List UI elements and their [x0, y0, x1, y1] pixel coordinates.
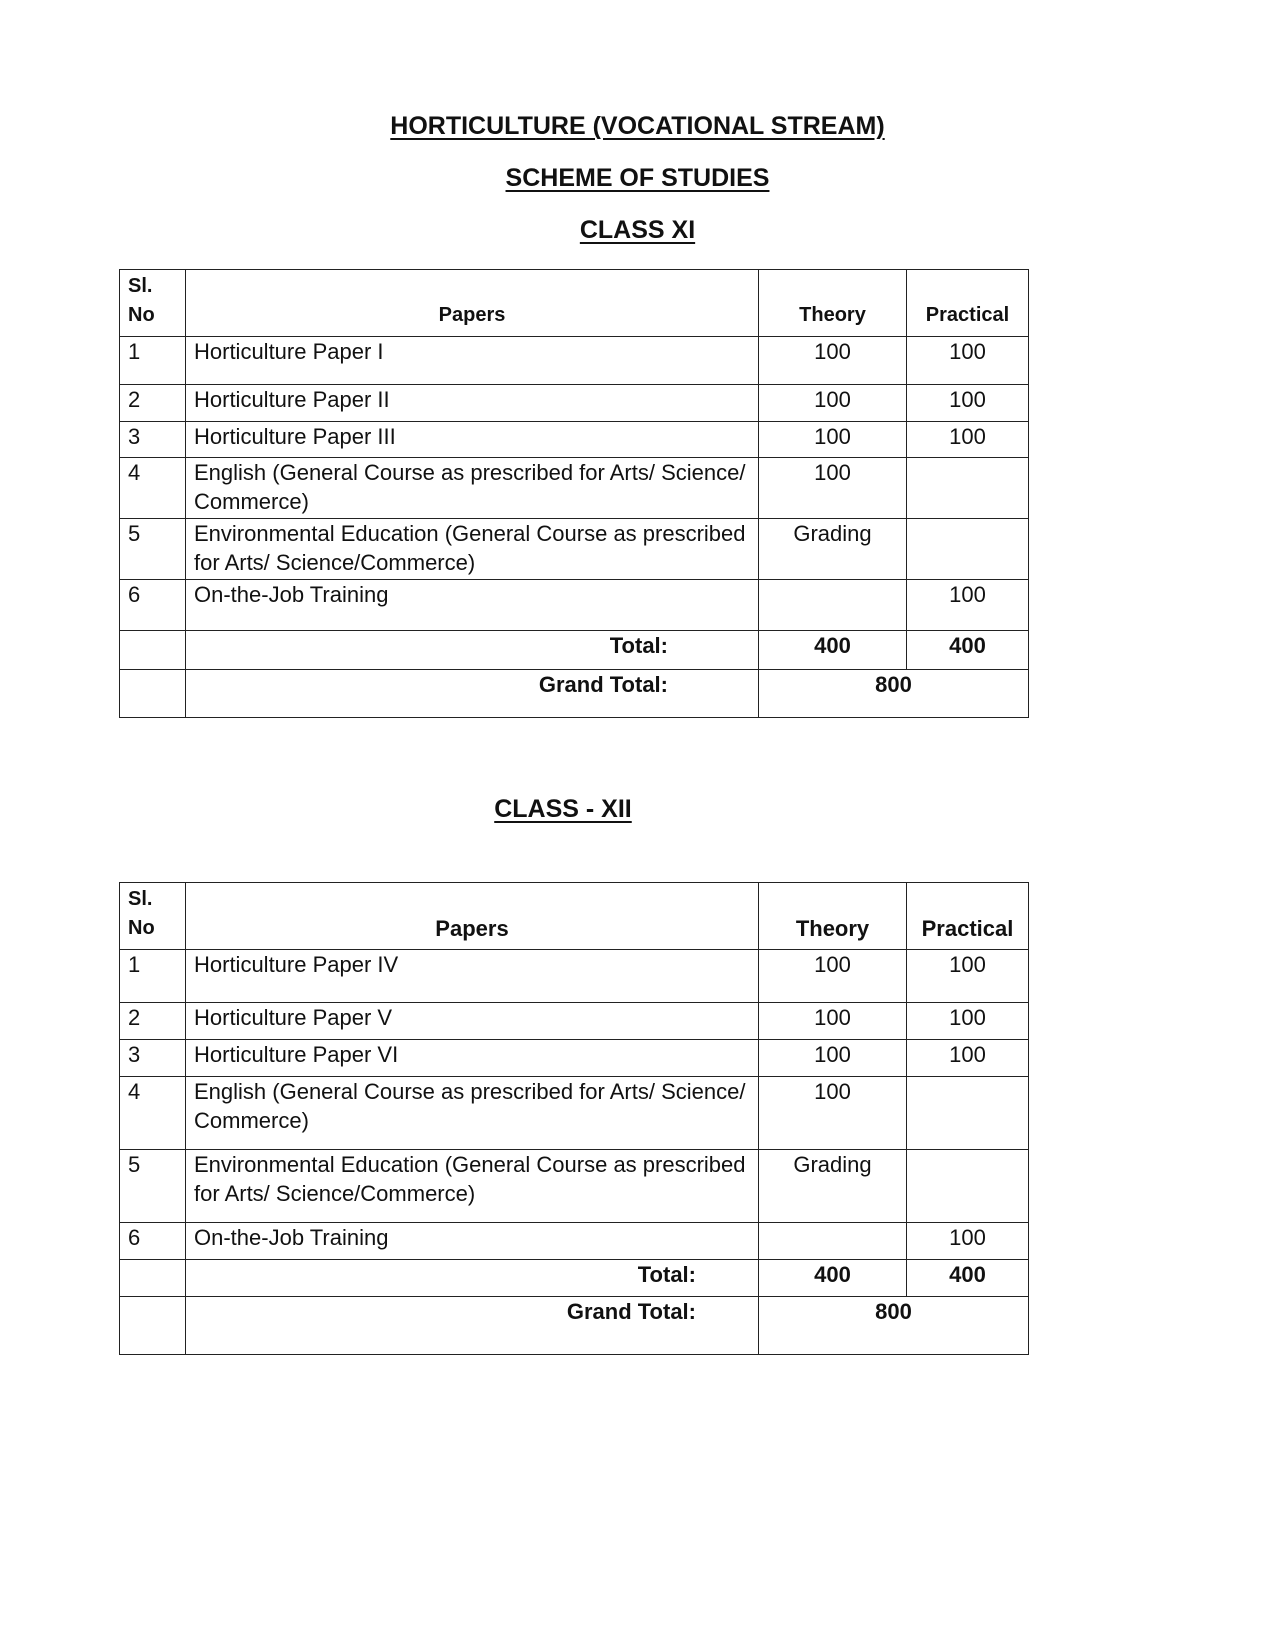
row-theory	[759, 1223, 907, 1260]
total-practical: 400	[907, 1260, 1029, 1297]
row-no: 1	[120, 337, 186, 385]
row-paper: On-the-Job Training	[186, 1223, 759, 1260]
row-no: 4	[120, 458, 186, 519]
practical-header: Practical	[907, 270, 1029, 337]
theory-header: Theory	[759, 270, 907, 337]
class-xi-heading: CLASS XI	[579, 216, 696, 244]
total-row	[120, 631, 1029, 670]
grand-total-row	[120, 670, 1029, 718]
row-no: 2	[120, 385, 186, 422]
theory-header: Theory	[759, 883, 907, 950]
row-practical: 100	[907, 337, 1029, 385]
table-header-row	[120, 270, 1029, 337]
row-paper: Horticulture Paper IV	[186, 950, 759, 1003]
table-row	[120, 580, 1029, 631]
row-no: 6	[120, 580, 186, 631]
row-practical: 100	[907, 385, 1029, 422]
table-row	[120, 458, 1029, 519]
grand-total-label: Grand Total:	[186, 670, 759, 718]
row-practical: 100	[907, 1003, 1029, 1040]
total-label: Total:	[186, 1260, 759, 1297]
slno-header-line1: Sl.	[128, 888, 153, 910]
row-theory: 100	[759, 385, 907, 422]
row-no: 3	[120, 1040, 186, 1077]
table-row	[120, 1223, 1029, 1260]
row-practical	[907, 519, 1029, 580]
grand-total-empty-cell	[120, 1297, 186, 1355]
class-xii-heading: CLASS - XII	[494, 795, 632, 823]
document-title: HORTICULTURE (VOCATIONAL STREAM)	[390, 112, 885, 140]
papers-header: Papers	[186, 270, 759, 337]
row-paper: English (General Course as prescribed for Arts/ Science/ Commerce)	[186, 1077, 759, 1150]
row-practical: 100	[907, 1040, 1029, 1077]
row-paper: Environmental Education (General Course as prescribed for Arts/ Science/Commerce)	[186, 519, 759, 580]
row-practical	[907, 458, 1029, 519]
table-row	[120, 422, 1029, 458]
table-row	[120, 337, 1029, 385]
slno-header-line2: No	[128, 917, 155, 939]
grand-total-value: 800	[759, 670, 1029, 718]
row-no: 5	[120, 519, 186, 580]
row-paper: Horticulture Paper II	[186, 385, 759, 422]
total-empty-cell	[120, 631, 186, 670]
row-paper: Environmental Education (General Course as prescribed for Arts/ Science/Commerce)	[186, 1150, 759, 1223]
row-paper: Horticulture Paper V	[186, 1003, 759, 1040]
row-theory: Grading	[759, 519, 907, 580]
row-no: 4	[120, 1077, 186, 1150]
table-header-row	[120, 883, 1029, 950]
class-xi-table	[119, 269, 1029, 718]
row-paper: Horticulture Paper I	[186, 337, 759, 385]
table-row	[120, 1077, 1029, 1150]
row-practical: 100	[907, 1223, 1029, 1260]
row-theory: 100	[759, 950, 907, 1003]
table-row	[120, 1150, 1029, 1223]
row-practical: 100	[907, 422, 1029, 458]
slno-header-line1: Sl.	[128, 275, 153, 297]
row-paper: Horticulture Paper III	[186, 422, 759, 458]
slno-header-line2: No	[128, 304, 155, 326]
total-row	[120, 1260, 1029, 1297]
row-no: 1	[120, 950, 186, 1003]
table-row	[120, 519, 1029, 580]
row-no: 2	[120, 1003, 186, 1040]
row-theory: Grading	[759, 1150, 907, 1223]
total-theory: 400	[759, 1260, 907, 1297]
grand-total-label: Grand Total:	[186, 1297, 759, 1355]
row-no: 3	[120, 422, 186, 458]
row-theory: 100	[759, 1040, 907, 1077]
row-paper: On-the-Job Training	[186, 580, 759, 631]
papers-header: Papers	[186, 883, 759, 950]
slno-header	[120, 883, 186, 950]
practical-header: Practical	[907, 883, 1029, 950]
grand-total-value: 800	[759, 1297, 1029, 1355]
grand-total-empty-cell	[120, 670, 186, 718]
row-paper: English (General Course as prescribed for Arts/ Science/ Commerce)	[186, 458, 759, 519]
row-practical: 100	[907, 950, 1029, 1003]
row-no: 5	[120, 1150, 186, 1223]
total-label: Total:	[186, 631, 759, 670]
row-paper: Horticulture Paper VI	[186, 1040, 759, 1077]
table-row	[120, 950, 1029, 1003]
row-theory: 100	[759, 337, 907, 385]
row-theory: 100	[759, 1003, 907, 1040]
row-theory: 100	[759, 458, 907, 519]
class-xii-table	[119, 882, 1029, 1355]
row-no: 6	[120, 1223, 186, 1260]
slno-header	[120, 270, 186, 337]
total-practical: 400	[907, 631, 1029, 670]
row-theory: 100	[759, 422, 907, 458]
table-row	[120, 385, 1029, 422]
row-theory: 100	[759, 1077, 907, 1150]
table-row	[120, 1003, 1029, 1040]
row-practical	[907, 1077, 1029, 1150]
grand-total-row	[120, 1297, 1029, 1355]
total-theory: 400	[759, 631, 907, 670]
row-theory	[759, 580, 907, 631]
row-practical: 100	[907, 580, 1029, 631]
row-practical	[907, 1150, 1029, 1223]
total-empty-cell	[120, 1260, 186, 1297]
table-row	[120, 1040, 1029, 1077]
document-subtitle: SCHEME OF STUDIES	[505, 164, 770, 192]
